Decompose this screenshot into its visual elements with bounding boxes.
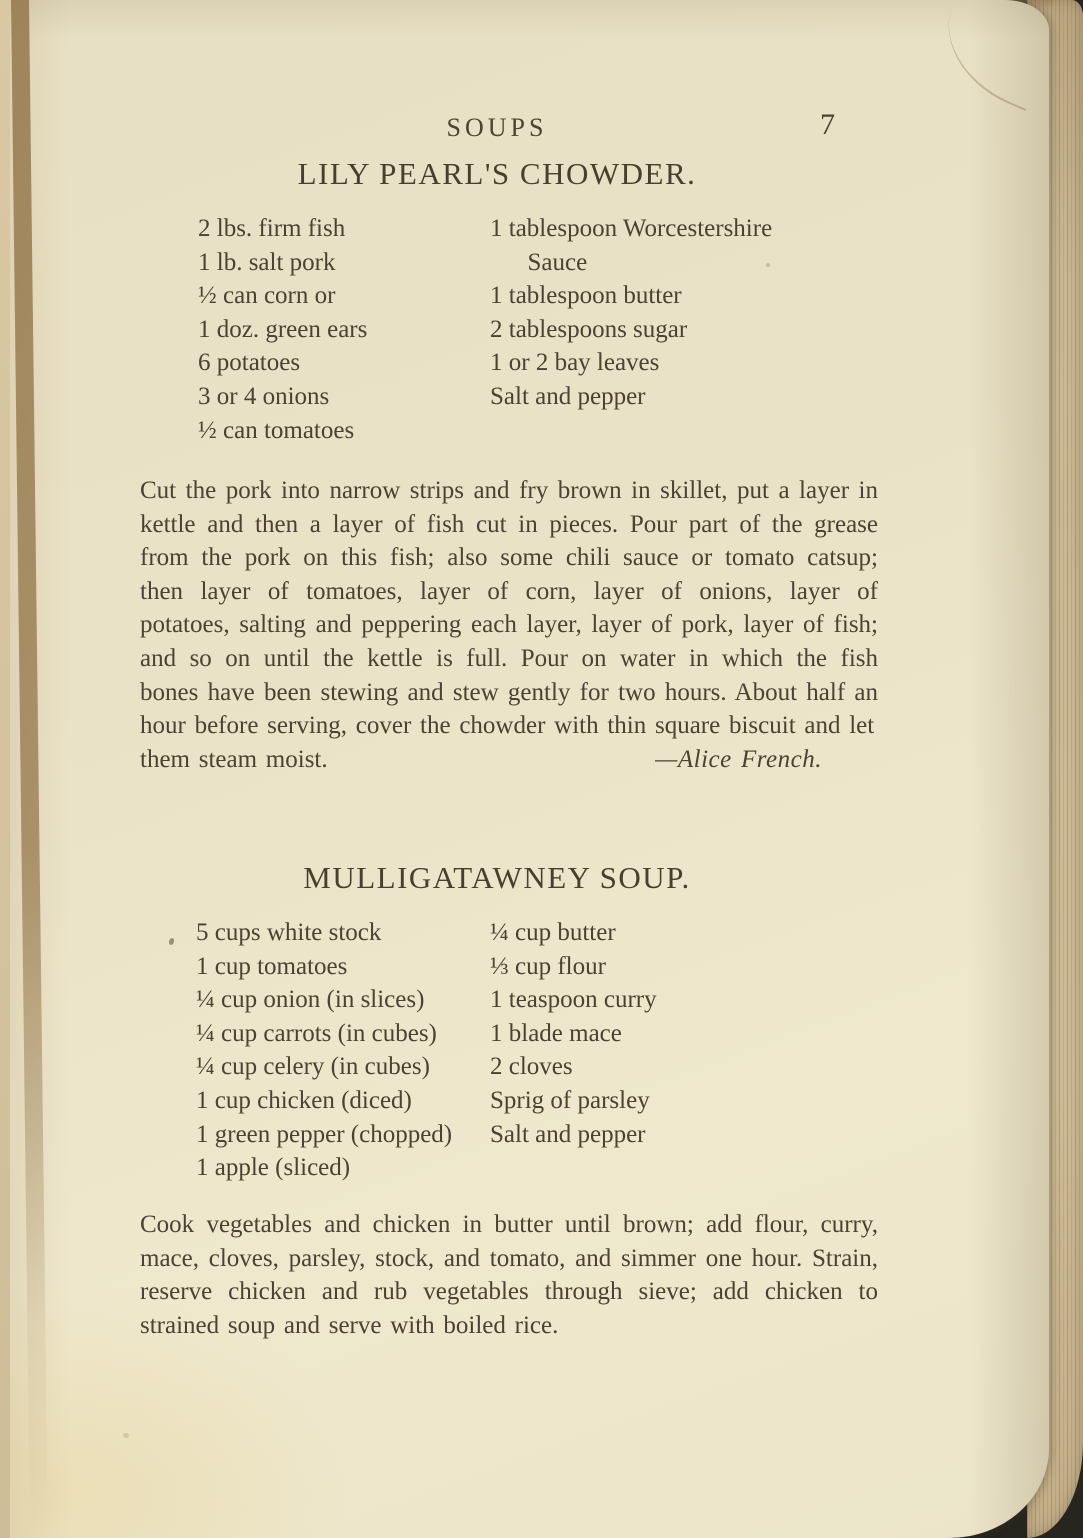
ingredient-line: ¼ cup onion (in slices) <box>196 986 425 1014</box>
ingredient-line: ½ can corn or <box>198 282 336 310</box>
ingredient-line: Salt and pepper <box>490 382 646 410</box>
ingredient-column-left <box>196 916 452 1185</box>
ingredient-line: 3 or 4 onions <box>198 382 330 410</box>
instructions-last-line <box>140 743 878 777</box>
page-number: 7 <box>820 108 835 141</box>
ingredient-line: 1 doz. green ears <box>198 315 368 343</box>
ingredient-line: 6 potatoes <box>198 349 301 377</box>
ingredient-line: ¼ cup celery (in cubes) <box>196 1053 430 1081</box>
ingredient-line: 1 tablespoon butter <box>490 282 682 310</box>
book-gutter-shadow <box>8 0 54 1538</box>
ingredient-line: 1 apple (sliced) <box>196 1154 351 1182</box>
recipe-title-mulligatawney-soup: MULLIGATAWNEY SOUP. <box>303 860 691 895</box>
ingredient-line: 5 cups white stock <box>196 919 382 946</box>
ingredient-line: Salt and pepper <box>490 1120 646 1148</box>
instructions-text: Cook vegetables and chicken in butter until brown; add flour, curry, mace, cloves, parsley, stock, and tomato, and simmer one hour. Strain, reserve chicken and rub vegetables through sieve; add chicken to strained soup and serve with boiled rice. <box>140 1211 878 1339</box>
instructions-last-words: them steam moist. <box>140 745 328 773</box>
ingredient-line: Sprig of parsley <box>490 1086 650 1114</box>
ingredient-line: 1 tablespoon Worcestershire <box>490 215 773 242</box>
ingredient-line: 2 cloves <box>490 1053 573 1081</box>
book-gutter-edge <box>0 0 10 1538</box>
ingredient-line: 1 blade mace <box>490 1019 622 1047</box>
ingredient-line: ¼ cup carrots (in cubes) <box>196 1019 437 1047</box>
instructions-paragraph <box>140 1208 878 1342</box>
running-title: SOUPS <box>446 113 548 142</box>
ingredient-line: 1 teaspoon curry <box>490 986 657 1014</box>
ingredient-line: 1 lb. salt pork <box>198 248 336 276</box>
ingredient-column-right <box>490 916 657 1151</box>
ingredient-line: 2 tablespoons sugar <box>490 315 688 343</box>
scan-speck <box>168 937 175 945</box>
ingredient-line: ⅓ cup flour <box>490 952 606 980</box>
ingredient-line: ¼ cup butter <box>490 919 616 946</box>
ingredient-line: 1 or 2 bay leaves <box>490 349 660 377</box>
recipe-title-lily-pearls-chowder: LILY PEARL'S CHOWDER. <box>297 156 697 191</box>
ingredient-line: 2 lbs. firm fish <box>198 215 346 242</box>
ingredient-column-left <box>198 212 367 447</box>
ingredient-line: 1 cup chicken (diced) <box>196 1086 412 1114</box>
ingredient-line: Sauce <box>490 248 588 276</box>
scan-speck <box>766 263 770 267</box>
ingredient-line: 1 cup tomatoes <box>196 952 348 980</box>
ingredient-line: ½ can tomatoes <box>198 416 355 444</box>
scan-speck <box>300 728 303 731</box>
recipe-attribution: —Alice French. <box>655 745 822 773</box>
ingredient-line: 1 green pepper (chopped) <box>196 1120 453 1148</box>
instructions-paragraph <box>140 474 878 776</box>
instructions-text: Cut the pork into narrow strips and fry brown in skillet, put a layer in kettle and then a layer of fish cut in pieces. Pour part of the grease from the pork on this fish; also some chili sauce or tomato catsup; then layer of tomatoes, layer of corn, layer of onions, layer of potatoes, salting and peppering each layer, layer of pork, layer of fish; and so on until the kettle is full. Pour on water in which the fish bones have been stewing and stew gently for two hours. About half an hour before serving, cover the chowder with thin square biscuit and let <box>140 477 878 740</box>
scan-speck <box>123 1433 129 1438</box>
ingredient-column-right <box>490 212 772 414</box>
